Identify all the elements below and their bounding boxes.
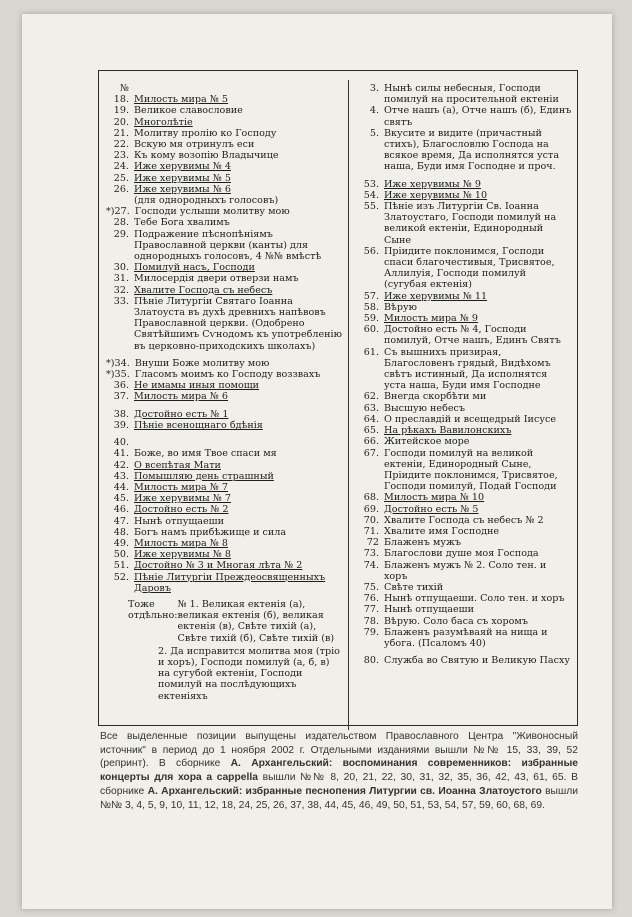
item-number: 54. xyxy=(363,189,379,201)
item-title: Милость мира № 10 xyxy=(384,492,485,504)
item-title: Житейское море xyxy=(384,436,470,448)
item-number: 38. xyxy=(113,408,129,420)
list-item xyxy=(356,526,572,537)
list-item xyxy=(106,273,342,284)
item-number: *)27. xyxy=(106,206,130,218)
list-item xyxy=(106,560,342,571)
item-number: 33. xyxy=(113,295,129,307)
item-number: 64. xyxy=(363,413,379,425)
item-title: Служба во Святую и Великую Пасху xyxy=(384,655,571,667)
item-number: 71. xyxy=(363,525,379,537)
item-title: Достойно есть № 1 xyxy=(134,408,229,420)
item-number: 31. xyxy=(113,273,129,285)
number-sign-header: № xyxy=(119,83,129,94)
item-number: 68. xyxy=(363,492,379,504)
item-number: 44. xyxy=(113,481,129,493)
footer-text-1: Все выделенные позиции выпущены издательством Православного Центра "Живоносный источник" в период до 1 ноября 2002 г. Отдельными изданиями вышли №№ 15, 33, 39, 52 (репринт). В сборнике xyxy=(100,731,578,770)
item-number: 74. xyxy=(363,559,379,571)
list-item xyxy=(106,527,342,538)
item-number: 18. xyxy=(113,94,129,106)
item-title: Хвалите Господа съ небесъ xyxy=(134,284,273,296)
also-separately-label: Тоже отдѣльно: xyxy=(128,598,178,622)
list-item xyxy=(106,504,342,515)
item-title: Милость мира № 5 xyxy=(134,94,229,106)
item-number: 39. xyxy=(113,419,129,431)
item-title: Блаженъ разумѣваяй на нища и убога. (Псаломъ 40) xyxy=(384,626,548,649)
item-number: 47. xyxy=(113,515,129,527)
item-number: 66. xyxy=(363,436,379,448)
item-number: 5. xyxy=(369,127,379,139)
item-title: Нынѣ силы небесныя, Господи помилуй на просительной ектеніи xyxy=(384,83,559,106)
list-item xyxy=(106,516,342,527)
also-separately-block xyxy=(106,599,342,644)
item-title: Достойно есть № 2 xyxy=(134,504,229,516)
list-item xyxy=(356,616,572,627)
footer-note xyxy=(100,730,578,812)
item-number: 72 xyxy=(366,537,379,549)
item-number: 46. xyxy=(113,504,129,516)
item-title: Богъ намъ прибѣжище и сила xyxy=(134,526,287,538)
list-item xyxy=(106,161,342,172)
item-title: Блаженъ мужъ № 2. Соло тен. и хоръ xyxy=(384,559,547,582)
item-number: 50. xyxy=(113,549,129,561)
list-item xyxy=(356,347,572,392)
item-title: Милосердія двери отверзи намъ xyxy=(134,273,299,285)
item-title: Господи помилуй на великой ектеніи, Единородный Сыне, Пріидите поклонимся, Трисвятое, Господи помилуй, Подай Господи xyxy=(384,447,558,493)
item-number: 80. xyxy=(363,655,379,667)
item-title: Подражение пѣснопѣніямъ Православной церкви (канты) для однородныхъ голосовъ, 4 №№ вмѣстѣ xyxy=(134,228,322,263)
item-title: Высшую небесъ xyxy=(384,402,466,414)
item-number: 57. xyxy=(363,290,379,302)
left-column xyxy=(106,83,342,702)
item-title: Гласомъ моимъ ко Господу воззвахъ xyxy=(134,369,321,381)
list-item xyxy=(106,296,342,352)
item-title: Великое славословие xyxy=(134,105,243,117)
item-number: 77. xyxy=(363,604,379,616)
item-title: Иже херувимы № 7 xyxy=(134,493,231,505)
item-number: 78. xyxy=(363,615,379,627)
list-item xyxy=(356,537,572,548)
item-title: (для однородныхъ голосовъ) xyxy=(134,195,279,207)
item-title: Вскую мя отринулъ еси xyxy=(134,139,255,151)
item-number: 48. xyxy=(113,526,129,538)
item-title: Нынѣ отпущаеши xyxy=(384,604,474,616)
item-title: Пѣніе всенощнаго бдѣнія xyxy=(134,419,263,431)
list-item xyxy=(106,262,342,273)
list-item xyxy=(356,627,572,649)
item-title: Милость мира № 8 xyxy=(134,537,229,549)
list-item xyxy=(356,83,572,105)
item-number: 3. xyxy=(369,83,379,94)
item-title: Внегда скорбѣти ми xyxy=(384,391,487,403)
list-item xyxy=(106,482,342,493)
item-title: Нынѣ отпущаеши xyxy=(134,515,224,527)
item-number: *)35. xyxy=(106,369,130,381)
list-item xyxy=(106,184,342,195)
item-title: Иже херувимы № 5 xyxy=(134,172,231,184)
item-title: Свѣте тихій xyxy=(384,581,444,593)
item-title: Иже херувимы № 6 xyxy=(134,183,231,195)
item-title: Господи услыши молитву мою xyxy=(134,206,290,218)
item-title: Иже херувимы № 11 xyxy=(384,290,488,302)
list-item xyxy=(106,460,342,471)
left-item-list xyxy=(106,94,342,594)
list-item xyxy=(356,324,572,346)
item-title: Блаженъ мужъ xyxy=(384,537,461,549)
item-title: Помилуй насъ, Господи xyxy=(134,262,255,274)
item-number: 76. xyxy=(363,593,379,605)
item-title: Многолѣтіе xyxy=(134,116,193,128)
list-item xyxy=(356,414,572,425)
column-divider xyxy=(348,80,349,730)
item-title: Иже херувимы № 4 xyxy=(134,161,231,173)
item-number: 65. xyxy=(363,425,379,437)
item-title: Достойно есть № 4, Господи помилуй, Отче нашъ, Единъ Святъ xyxy=(384,324,561,347)
list-item xyxy=(106,285,342,296)
item-number: 51. xyxy=(113,560,129,572)
item-title: Иже херувимы № 9 xyxy=(384,178,481,190)
item-title: Отче нашъ (а), Отче нашъ (б), Единъ святъ xyxy=(384,105,572,128)
item-title: Вкусите и видите (причастный стихъ), Благословлю Господа на всякое время, Да исполнятся уста наша, Буди имя Господне и проч. xyxy=(384,127,560,173)
item-number: *)34. xyxy=(106,357,130,369)
list-item xyxy=(106,380,342,391)
item-number: 62. xyxy=(363,391,379,403)
list-item xyxy=(106,173,342,184)
list-item xyxy=(356,448,572,493)
list-item xyxy=(356,425,572,436)
list-item xyxy=(106,358,342,369)
list-item xyxy=(356,582,572,593)
list-item xyxy=(356,391,572,402)
item-number: 23. xyxy=(113,150,129,162)
item-number: 40. xyxy=(113,437,129,449)
list-item xyxy=(106,94,342,105)
list-item xyxy=(356,436,572,447)
item-number: 36. xyxy=(113,380,129,392)
list-item xyxy=(356,604,572,615)
item-number: 79. xyxy=(363,626,379,638)
footer-collection-title-1: А. Архангельский: воспоминания современников: избранные концерты для хора a cappella xyxy=(100,758,578,784)
item-number: 49. xyxy=(113,537,129,549)
list-item xyxy=(106,471,342,482)
list-item xyxy=(106,437,342,448)
item-number: 53. xyxy=(363,178,379,190)
item-number: 19. xyxy=(113,105,129,117)
item-number: 73. xyxy=(363,548,379,560)
list-item xyxy=(356,302,572,313)
item-number: 55. xyxy=(363,201,379,213)
list-item xyxy=(356,201,572,246)
list-item xyxy=(106,229,342,263)
item-number: 42. xyxy=(113,459,129,471)
item-number: 21. xyxy=(113,127,129,139)
footer-text-2: вышли №№ 8, 20, 21, 22, 30, 31, 32, 35, 36, 42, 43, 61, 65. В сборнике xyxy=(100,772,578,797)
item-number: 37. xyxy=(113,391,129,403)
item-number: 58. xyxy=(363,301,379,313)
item-number: 28. xyxy=(113,217,129,229)
list-item xyxy=(356,560,572,582)
list-item xyxy=(356,313,572,324)
item-title: Вѣрую xyxy=(384,301,417,313)
right-item-list xyxy=(356,83,572,666)
list-item xyxy=(106,217,342,228)
item-number: 45. xyxy=(113,493,129,505)
list-item xyxy=(106,538,342,549)
item-number: 63. xyxy=(363,402,379,414)
also-item-2: 2. Да исправится молитва моя (тріо и хоръ), Господи помилуй (а, б, в) на сугубой ектеніи, Господи помилуй на послѣдующихъ ектеніяхъ xyxy=(158,645,340,702)
item-number xyxy=(106,195,134,206)
list-item xyxy=(356,492,572,503)
item-title: Нынѣ отпущаеши. Соло тен. и хоръ xyxy=(384,593,565,605)
list-item xyxy=(356,179,572,190)
item-title: Съ вышнихъ призирая, Благословенъ грядый, Видѣхомъ свѣтъ истинный, Да исполнятся уста наша, Буди имя Господне xyxy=(384,346,551,392)
list-item xyxy=(356,593,572,604)
item-title: Пѣніе Литургіи Преждеосвященныхъ Даровъ xyxy=(134,571,326,594)
footer-text-3: вышли №№ 3, 4, 5, 9, 10, 11, 12, 18, 24, 25, 26, 37, 38, 44, 45, 46, 49, 50, 51, 53, 54, 57, 59, 60, 68, 69. xyxy=(100,785,578,811)
item-number: 59. xyxy=(363,313,379,325)
item-title: Пѣніе изъ Литургіи Св. Іоанна Златоустаго, Господи помилуй на великой ектеніи, Единородный Сыне xyxy=(384,201,557,246)
item-title: Тебе Бога хвалимъ xyxy=(134,217,230,229)
item-title: Благослови душе моя Господа xyxy=(384,548,539,560)
list-item xyxy=(356,548,572,559)
item-title: Вѣрую. Соло баса съ хоромъ xyxy=(384,615,528,627)
list-item xyxy=(356,655,572,666)
list-item xyxy=(106,128,342,139)
item-title: Милость мира № 9 xyxy=(384,313,479,325)
list-item xyxy=(106,572,342,594)
item-title: Хвалите Господа съ небесъ № 2 xyxy=(384,514,544,526)
item-title: Достойно есть № 5 xyxy=(384,503,479,515)
also-separately-body xyxy=(178,599,343,644)
list-item xyxy=(106,549,342,560)
right-column xyxy=(356,83,572,666)
item-number: 32. xyxy=(113,284,129,296)
item-title: Боже, во имя Твое спаси мя xyxy=(134,448,277,460)
item-number: 22. xyxy=(113,139,129,151)
item-title: О преславдій и всещедрый Іисусе xyxy=(384,413,557,425)
list-item xyxy=(356,190,572,201)
item-title xyxy=(134,437,342,448)
item-number: 43. xyxy=(113,470,129,482)
list-item xyxy=(106,139,342,150)
list-item xyxy=(356,504,572,515)
item-number: 24. xyxy=(113,161,129,173)
list-item xyxy=(106,493,342,504)
item-number: 61. xyxy=(363,346,379,358)
item-title: Милость мира № 7 xyxy=(134,481,229,493)
list-item xyxy=(356,403,572,414)
item-title: Хвалите имя Господне xyxy=(384,525,500,537)
item-title: Иже херувимы № 10 xyxy=(384,189,488,201)
item-number: 29. xyxy=(113,228,129,240)
item-title: Молитву пролію ко Господу xyxy=(134,127,277,139)
item-title: Милость мира № 6 xyxy=(134,391,229,403)
list-item xyxy=(106,195,342,206)
item-title: О всепѣтая Мати xyxy=(134,459,221,471)
footer-collection-title-2: А. Архангельский: избранные песнопения Литургии св. Иоанна Златоустого xyxy=(147,785,542,797)
item-title: На рѣкахъ Вавилонскихъ xyxy=(384,425,512,437)
item-number: 26. xyxy=(113,183,129,195)
list-item xyxy=(356,515,572,526)
list-item xyxy=(106,369,342,380)
item-number: 30. xyxy=(113,262,129,274)
item-number: 69. xyxy=(363,503,379,515)
item-number: 41. xyxy=(113,448,129,460)
list-item xyxy=(356,105,572,127)
item-title: Пѣніе Литургіи Святаго Іоанна Златоуста въ духѣ древнихъ напѣвовъ Православной церкви. (Одобрено Святѣйшимъ Сѵнодомъ къ употребленію въ церковно-приходскихъ школахъ) xyxy=(134,295,342,352)
list-item xyxy=(356,246,572,291)
item-number: 25. xyxy=(113,172,129,184)
list-item xyxy=(106,206,342,217)
item-number: 60. xyxy=(363,324,379,336)
item-number: 20. xyxy=(113,116,129,128)
list-item xyxy=(356,291,572,302)
item-number: 75. xyxy=(363,581,379,593)
list-item xyxy=(106,409,342,420)
item-number: 4. xyxy=(369,105,379,117)
list-item xyxy=(106,117,342,128)
item-number: 56. xyxy=(363,245,379,257)
also-item-1: № 1. Великая ектенія (а), великая ектенія (б), великая ектенія (в), Свѣте тихій (а), Свѣте тихій (б), Свѣте тихій (в) xyxy=(177,598,335,644)
list-item xyxy=(106,420,342,431)
left-column-header xyxy=(106,83,342,94)
list-item xyxy=(106,391,342,402)
item-number: 52. xyxy=(113,571,129,583)
item-title: Не имамы иныя помощи xyxy=(134,380,260,392)
item-title: Иже херувимы № 8 xyxy=(134,549,231,561)
list-item xyxy=(356,128,572,173)
item-title: Внуши Боже молитву мою xyxy=(134,357,270,369)
list-item xyxy=(106,150,342,161)
item-title: Помышляю день страшный xyxy=(134,470,274,482)
item-number: 67. xyxy=(363,447,379,459)
item-title: Пріидите поклонимся, Господи спаси благочестивыя, Трисвятое, Аллилуія, Господи помилуй (сугубая ектенія) xyxy=(384,245,555,291)
item-title: Къ кому возопію Владычице xyxy=(134,150,279,162)
item-number: 70. xyxy=(363,514,379,526)
list-item xyxy=(106,448,342,459)
item-title: Достойно № 3 и Многая лѣта № 2 xyxy=(134,560,303,572)
list-item xyxy=(106,105,342,116)
